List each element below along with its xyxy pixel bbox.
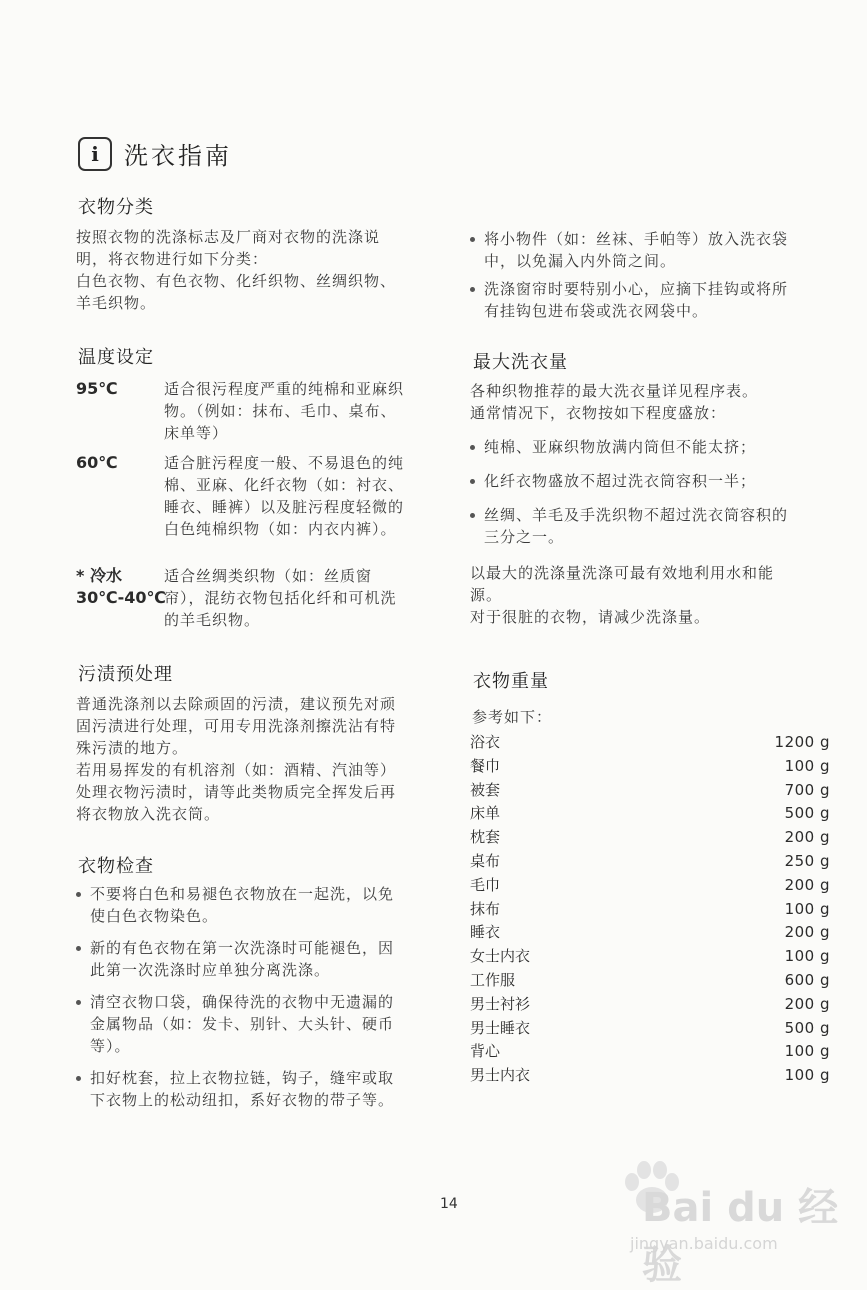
text-line: 床单等） <box>164 424 229 442</box>
list-item <box>76 1067 446 1111</box>
list-item <box>470 228 830 272</box>
classification-text <box>76 226 446 314</box>
weight-item: 床单 <box>470 804 501 823</box>
classification-heading: 衣物分类 <box>78 197 154 218</box>
table-row <box>470 993 830 1017</box>
text-line: 处理衣物污渍时，请等此类物质完全挥发后再 <box>76 783 397 801</box>
text-line: 明，将衣物进行如下分类： <box>76 250 269 268</box>
table-row <box>470 1064 830 1088</box>
weight-item: 女士内衣 <box>470 947 531 966</box>
text-line: 普通洗涤剂以去除顽固的污渍，建议预先对顽 <box>76 695 397 713</box>
weight-value: 500 g <box>784 1018 830 1037</box>
text-line: 白色衣物、有色衣物、化纤织物、丝绸织物、 <box>76 272 397 290</box>
temp-description <box>164 378 444 444</box>
weight-item: 被套 <box>470 780 501 799</box>
text-line: 帘），混纺衣物包括化纤和可机洗 <box>164 589 397 607</box>
list-item <box>470 470 830 492</box>
list-item <box>470 436 830 458</box>
temp-label: * 冷水 <box>76 566 122 585</box>
text-line: 按照衣物的洗涤标志及厂商对衣物的洗涤说 <box>76 228 381 246</box>
text-line: 适合丝绸类织物（如：丝质窗 <box>164 567 373 585</box>
text-line: 清空衣物口袋，确保待洗的衣物中无遗漏的 <box>90 993 395 1011</box>
text-line: 羊毛织物。 <box>76 294 157 312</box>
temp-label: 60℃ <box>76 453 118 472</box>
text-line: 殊污渍的地方。 <box>76 739 189 757</box>
temp-description <box>164 452 444 540</box>
text-line: 使白色衣物染色。 <box>90 907 219 925</box>
max-load-heading: 最大洗衣量 <box>473 352 568 373</box>
temp-label: 95℃ <box>76 379 118 398</box>
table-row <box>470 826 830 850</box>
text-line: 适合很污程度严重的纯棉和亚麻织 <box>164 380 405 398</box>
text-line: 有挂钩包进布袋或洗衣网袋中。 <box>484 302 709 320</box>
temp-label-range: 30℃-40℃ <box>76 588 166 607</box>
table-row <box>470 850 830 874</box>
table-row <box>470 1017 830 1041</box>
text-line: 若用易挥发的有机溶剂（如：酒精、汽油等） <box>76 761 397 779</box>
weight-item: 背心 <box>470 1042 501 1061</box>
weight-item: 男士内衣 <box>470 1066 531 1085</box>
text-line: 各种织物推荐的最大洗衣量详见程序表。 <box>470 382 759 400</box>
weight-value: 100 g <box>784 1066 830 1085</box>
list-item <box>470 504 830 548</box>
text-line: 此第一次洗涤时应单独分离洗涤。 <box>90 961 331 979</box>
page-title <box>78 136 232 171</box>
check-heading: 衣物检查 <box>78 856 154 877</box>
text-line: 棉、亚麻、化纤衣物（如：衬衣、 <box>164 476 405 494</box>
weights-heading: 衣物重量 <box>473 671 549 692</box>
text-line: 中，以免漏入内外筒之间。 <box>484 252 677 270</box>
table-row <box>470 1040 830 1064</box>
text-line: 等）。 <box>90 1037 131 1055</box>
weight-value: 100 g <box>784 1042 830 1061</box>
weight-value: 100 g <box>784 756 830 775</box>
stain-text <box>76 693 446 825</box>
weight-item: 桌布 <box>470 851 501 870</box>
table-row <box>470 898 830 922</box>
weight-item: 抹布 <box>470 899 501 918</box>
weights-intro: 参考如下： <box>472 708 553 726</box>
page-number: 14 <box>440 1196 458 1212</box>
table-row <box>470 755 830 779</box>
weight-value: 700 g <box>784 780 830 799</box>
weight-item: 男士睡衣 <box>470 1018 531 1037</box>
stain-heading: 污渍预处理 <box>78 664 173 685</box>
temp-description <box>164 565 444 631</box>
weight-value: 100 g <box>784 947 830 966</box>
text-line: 以最大的洗涤量洗涤可最有效地利用水和能 <box>470 564 775 582</box>
text-line: 不要将白色和易褪色衣物放在一起洗，以免 <box>90 885 395 903</box>
text-line: 金属物品（如：发卡、别针、大头针、硬币 <box>90 1015 395 1033</box>
weight-item: 男士衬衫 <box>470 994 531 1013</box>
text-line: 下衣物上的松动纽扣，系好衣物的带子等。 <box>90 1091 395 1109</box>
table-row <box>470 969 830 993</box>
text-line: 丝绸、羊毛及手洗织物不超过洗衣筒容积的 <box>484 506 789 524</box>
page-title-text: 洗衣指南 <box>124 142 232 170</box>
weight-value: 500 g <box>784 804 830 823</box>
list-item <box>470 278 830 322</box>
weight-item: 工作服 <box>470 970 516 989</box>
text-line: 化纤衣物盛放不超过洗衣筒容积一半； <box>484 472 757 490</box>
weights-table <box>470 731 830 1088</box>
text-line: 将小物件（如：丝袜、手帕等）放入洗衣袋 <box>484 230 789 248</box>
check-list <box>76 883 446 1111</box>
table-row <box>470 802 830 826</box>
weight-item: 睡衣 <box>470 923 501 942</box>
text-line: 对于很脏的衣物，请减少洗涤量。 <box>470 608 711 626</box>
text-line: 白色纯棉织物（如：内衣内裤）。 <box>164 520 397 538</box>
text-line: 新的有色衣物在第一次洗涤时可能褪色，因 <box>90 939 395 957</box>
text-line: 扣好枕套，拉上衣物拉链，钩子，缝牢或取 <box>90 1069 395 1087</box>
text-line: 物。（例如：抹布、毛巾、桌布、 <box>164 402 397 420</box>
text-line: 的羊毛织物。 <box>164 611 261 629</box>
weight-value: 200 g <box>784 875 830 894</box>
watermark-url: jingyan.baidu.com <box>630 1234 778 1253</box>
text-line: 通常情况下，衣物按如下程度盛放： <box>470 404 727 422</box>
weight-value: 100 g <box>784 899 830 918</box>
list-item <box>76 937 446 981</box>
weight-value: 200 g <box>784 828 830 847</box>
table-row <box>470 731 830 755</box>
weight-value: 1200 g <box>774 733 830 751</box>
weight-value: 200 g <box>784 923 830 942</box>
weight-value: 200 g <box>784 994 830 1013</box>
weight-item: 枕套 <box>470 828 501 847</box>
watermark <box>612 1148 852 1288</box>
watermark-brand: Bai du 经验 <box>642 1185 839 1288</box>
text-line: 睡衣、睡裤）以及脏污程度轻微的 <box>164 498 405 516</box>
max-load-note <box>470 562 830 628</box>
text-line: 洗涤窗帘时要特别小心，应摘下挂钩或将所 <box>484 280 789 298</box>
weight-value: 250 g <box>784 851 830 870</box>
list-item <box>76 991 446 1057</box>
table-row <box>470 779 830 803</box>
info-icon: i <box>78 137 112 171</box>
top-bullet-list <box>470 228 830 322</box>
max-load-text <box>470 380 830 628</box>
text-line: 纯棉、亚麻织物放满内筒但不能太挤； <box>484 438 757 456</box>
text-line: 源。 <box>470 586 503 604</box>
weight-item: 餐巾 <box>470 756 501 775</box>
text-line: 固污渍进行处理，可用专用洗涤剂擦洗沾有特 <box>76 717 397 735</box>
text-line: 将衣物放入洗衣筒。 <box>76 805 221 823</box>
weight-item: 浴衣 <box>470 733 501 751</box>
table-row <box>470 921 830 945</box>
table-row <box>470 874 830 898</box>
table-row <box>470 945 830 969</box>
weight-value: 600 g <box>784 970 830 989</box>
temperature-heading: 温度设定 <box>78 347 154 368</box>
list-item <box>76 883 446 927</box>
text-line: 适合脏污程度一般、不易退色的纯 <box>164 454 405 472</box>
weight-item: 毛巾 <box>470 875 501 894</box>
text-line: 三分之一。 <box>484 528 565 546</box>
